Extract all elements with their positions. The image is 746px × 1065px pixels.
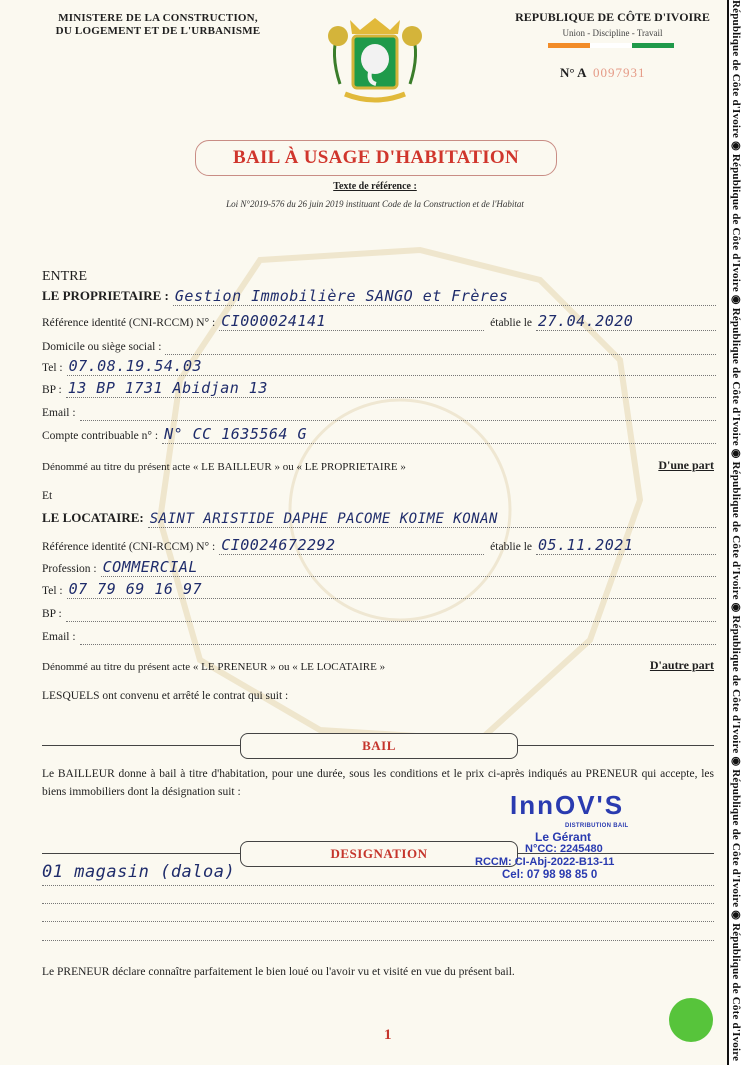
designation-line-4 bbox=[42, 940, 714, 941]
owner-domicile-row bbox=[42, 335, 716, 355]
tenant-tel-row bbox=[42, 579, 716, 599]
tenant-profession-row bbox=[42, 557, 716, 577]
tenant-email-field bbox=[80, 628, 716, 645]
stamp-cel: Cel: 07 98 98 85 0 bbox=[502, 869, 598, 881]
owner-party-label: D'une part bbox=[658, 458, 714, 472]
owner-tel-value: 07.08.19.54.03 bbox=[68, 357, 203, 375]
side-security-strip bbox=[727, 0, 746, 1065]
green-seal-icon bbox=[669, 998, 713, 1042]
tenant-party-label: D'autre part bbox=[649, 658, 714, 672]
tenant-email-row bbox=[42, 625, 716, 645]
owner-denomination bbox=[42, 458, 714, 473]
tenant-tel-label: Tel : bbox=[42, 585, 63, 597]
ministry-header bbox=[38, 12, 278, 38]
owner-tel-label: Tel : bbox=[42, 362, 63, 374]
tenant-profession-label: Profession : bbox=[42, 563, 97, 575]
owner-bp-label: BP : bbox=[42, 384, 62, 396]
flag-stripe bbox=[548, 43, 674, 48]
designation-handwritten: 01 magasin (daloa) bbox=[42, 862, 236, 882]
ministry-line-2: DU LOGEMENT ET DE L'URBANISME bbox=[55, 25, 261, 37]
side-strip-repeat-4: République de Côte d'Ivoire bbox=[730, 461, 742, 600]
entre-label: ENTRE bbox=[42, 269, 88, 284]
tenant-profession-field bbox=[101, 560, 716, 577]
stamp-rccm: RCCM: CI-Abj-2022-B13-11 bbox=[475, 856, 615, 868]
owner-id-row bbox=[42, 311, 716, 331]
owner-established-value: 27.04.2020 bbox=[538, 312, 634, 330]
tenant-id-value: CI0024672292 bbox=[221, 536, 336, 554]
designation-section-title: DESIGNATION bbox=[240, 841, 518, 867]
side-strip-repeat-6: République de Côte d'Ivoire bbox=[730, 769, 742, 908]
owner-email-field bbox=[80, 404, 716, 421]
owner-id-field bbox=[219, 314, 484, 331]
owner-tel-row bbox=[42, 356, 716, 376]
owner-name-row bbox=[42, 286, 716, 306]
owner-tax-label: Compte contribuable n° : bbox=[42, 430, 159, 442]
owner-email-label: Email : bbox=[42, 407, 76, 419]
side-strip-repeat-7: République de Côte d'Ivoire bbox=[730, 923, 742, 1062]
designation-line-2 bbox=[42, 903, 714, 904]
tenant-id-label: Référence identité (CNI-RCCM) N° : bbox=[42, 541, 216, 553]
tenant-established-field bbox=[536, 538, 716, 555]
republic-name: REPUBLIQUE DE CÔTE D'IVOIRE bbox=[515, 10, 710, 24]
owner-tax-field bbox=[162, 427, 716, 444]
side-strip-repeat-1: République de Côte d'Ivoire bbox=[730, 0, 742, 139]
side-strip-text: République de Côte d'Ivoire ◉ République de Côte d'Ivoire ◉ République de Côte d'Ivoire ◉ République de Côte d'Ivoire ◉ République de Côte d'Ivoire ◉ République de Côte d'Ivoire ◉ République de Côte d'Ivoire bbox=[730, 0, 742, 1062]
tenant-denomination-text: Dénommé au titre du présent acte « LE PRENEUR » ou « LE LOCATAIRE » bbox=[42, 661, 386, 673]
owner-domicile-label: Domicile ou siège social : bbox=[42, 341, 162, 353]
owner-established-field bbox=[536, 314, 716, 331]
owner-tel-field bbox=[67, 359, 716, 376]
stamp-brand: InnOV'S bbox=[510, 790, 625, 820]
bail-section-title: BAIL bbox=[240, 733, 518, 759]
tenant-email-label: Email : bbox=[42, 631, 76, 643]
company-stamp bbox=[470, 790, 675, 885]
owner-tax-value: N° CC 1635564 G bbox=[164, 425, 308, 443]
tenant-established-value: 05.11.2021 bbox=[538, 536, 634, 554]
side-strip-repeat-2: République de Côte d'Ivoire bbox=[730, 153, 742, 292]
tenant-label: LE LOCATAIRE: bbox=[42, 510, 144, 525]
stamp-nc: N°CC: 2245480 bbox=[525, 843, 603, 855]
serial-label: N° A bbox=[560, 65, 586, 80]
tenant-denomination bbox=[42, 658, 714, 673]
tenant-bp-row bbox=[42, 602, 716, 622]
owner-bp-value: 13 BP 1731 Abidjan 13 bbox=[67, 379, 268, 397]
tenant-bp-label: BP : bbox=[42, 608, 62, 620]
owner-established-label: établie le bbox=[490, 317, 532, 329]
owner-name-field bbox=[173, 289, 716, 306]
owner-tax-row bbox=[42, 424, 716, 444]
ministry-line-1: MINISTERE DE LA CONSTRUCTION, bbox=[58, 12, 258, 24]
serial-value: 0097931 bbox=[593, 65, 646, 80]
tenant-name-value: SAINT ARISTIDE DAPHE PACOME KOIME KONAN bbox=[149, 511, 498, 527]
owner-bp-row bbox=[42, 378, 716, 398]
owner-bp-field bbox=[66, 381, 716, 398]
stamp-role: Le Gérant bbox=[535, 830, 592, 844]
tenant-profession-value: COMMERCIAL bbox=[102, 558, 198, 576]
national-motto: Union - Discipline - Travail bbox=[562, 28, 663, 38]
tenant-tel-value: 07 79 69 16 97 bbox=[68, 580, 203, 598]
tenant-tel-field bbox=[67, 582, 716, 599]
tenant-established-label: établie le bbox=[490, 541, 532, 553]
owner-denomination-text: Dénommé au titre du présent acte « LE BAILLEUR » ou « LE PROPRIETAIRE » bbox=[42, 461, 406, 473]
flag-orange bbox=[548, 43, 590, 48]
owner-id-value: CI000024141 bbox=[221, 312, 327, 330]
reference-text: Loi N°2019-576 du 26 juin 2019 instituant Code de la Construction et de l'Habitat bbox=[226, 199, 524, 209]
flag-green bbox=[632, 43, 674, 48]
tenant-name-field bbox=[148, 511, 716, 528]
owner-id-label: Référence identité (CNI-RCCM) N° : bbox=[42, 317, 216, 329]
flag-white bbox=[590, 43, 632, 48]
designation-line-3 bbox=[42, 921, 714, 922]
serial-number bbox=[560, 65, 646, 81]
tenant-bp-field bbox=[66, 605, 716, 622]
bail-paragraph: Le BAILLEUR donne à bail à titre d'habitation, pour une durée, sous les conditions et le prix ci-après indiqués au PRENEUR qui accepte, les biens immobiliers dont la désignation suit : bbox=[42, 768, 714, 798]
reference-label: Texte de référence : bbox=[333, 181, 417, 192]
page-number: 1 bbox=[384, 1027, 392, 1043]
tenant-name-row bbox=[42, 508, 716, 528]
tenant-id-field bbox=[219, 538, 484, 555]
document-title: BAIL À USAGE D'HABITATION bbox=[195, 140, 557, 176]
agreement-text: LESQUELS ont convenu et arrêté le contrat qui suit : bbox=[42, 690, 289, 702]
owner-domicile-field bbox=[165, 338, 716, 355]
owner-email-row bbox=[42, 401, 716, 421]
et-label: Et bbox=[42, 490, 53, 502]
side-strip-repeat-3: République de Côte d'Ivoire bbox=[730, 307, 742, 446]
coat-of-arms-icon bbox=[320, 14, 430, 114]
closing-statement: Le PRENEUR déclare connaître parfaitement le bien loué ou l'avoir vu et visité en vue du présent bail. bbox=[42, 966, 515, 978]
stamp-subtitle: DISTRIBUTION BAIL bbox=[565, 823, 629, 829]
side-strip-repeat-5: République de Côte d'Ivoire bbox=[730, 615, 742, 754]
owner-label: LE PROPRIETAIRE : bbox=[42, 288, 169, 303]
owner-name-value: Gestion Immobilière SANGO et Frères bbox=[174, 287, 509, 305]
tenant-id-row bbox=[42, 535, 716, 555]
